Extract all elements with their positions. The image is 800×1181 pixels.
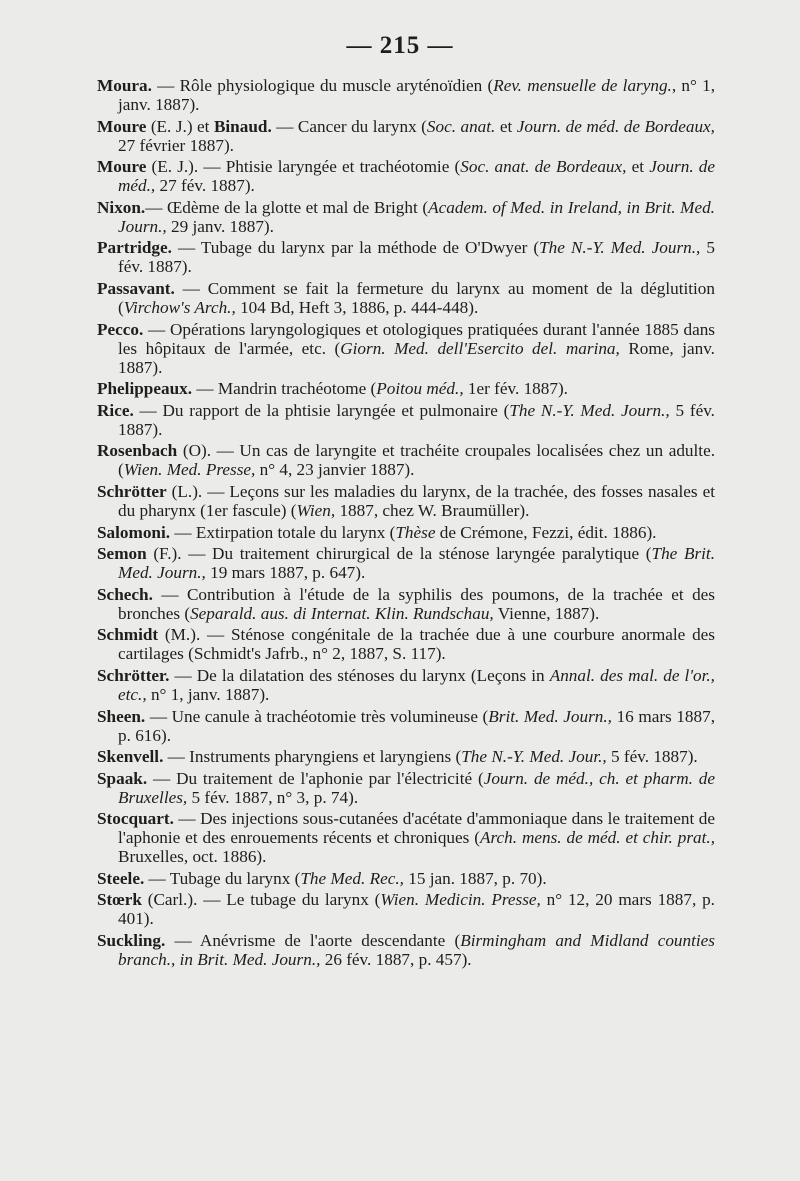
entry-text: n° 1, janv. 1887). <box>146 684 270 704</box>
entry-text: n° 4, 23 janvier 1887). <box>255 460 415 480</box>
bibliography-entry <box>97 707 715 745</box>
bibliography-entry <box>97 117 715 155</box>
entry-text: n° 12, 20 mars 1887, p. 401). <box>118 890 715 929</box>
entry-text: 5 fév. 1887, n° 3, p. 74). <box>187 787 359 807</box>
entry-text: 104 Bd, Heft 3, 1886, p. 444-448). <box>235 297 479 317</box>
entry-text: et <box>495 116 517 136</box>
bibliography-entry <box>97 625 715 663</box>
bibliography-entry <box>97 666 715 704</box>
entry-text: 5 fév. 1887). <box>118 238 716 277</box>
bibliography-entry <box>97 198 715 236</box>
entry-author: Pecco. <box>97 319 144 339</box>
entry-text: — Instruments pharyngiens et laryngiens ( <box>163 747 462 767</box>
entry-source: Separald. aus. di Internat. Klin. Rundschau, <box>190 603 494 623</box>
entry-text: 15 jan. 1887, p. 70). <box>403 868 547 888</box>
entry-source: Thèse <box>395 522 436 542</box>
bibliography-entry <box>97 76 715 114</box>
entry-author: Skenvell. <box>97 747 164 767</box>
entry-text: — De la dilatation des sténoses du larynx (Leçons in <box>169 665 550 685</box>
entry-text: — Une canule à trachéotomie très volumineuse ( <box>145 706 489 726</box>
entry-text: 29 janv. 1887). <box>166 216 274 236</box>
bibliography-entry <box>97 769 715 807</box>
entry-source: Soc. anat. de Bordeaux, <box>460 157 627 177</box>
entry-author: Schrötter. <box>97 665 170 685</box>
bibliography-entry <box>97 238 715 276</box>
entry-source: Poitou méd., <box>376 379 464 399</box>
bibliography-entry <box>97 279 715 317</box>
entry-author: Salomoni. <box>97 522 171 542</box>
entry-author: Rice. <box>97 400 134 420</box>
entry-text: (M.). — Sténose congénitale de la trachée due à une courbure anormale des cartilages (Schmidt's Jafrb., n° 2, 1887, S. 117). <box>118 625 715 664</box>
entry-text: — Des injections sous-cutanées d'acétate d'ammoniaque dans le traitement de l'aphonie et des enrouements récents et chroniques ( <box>118 809 715 848</box>
bibliography-entry <box>97 482 715 520</box>
entry-author: Schmidt <box>97 625 159 645</box>
entry-text: — Anévrisme de l'aorte descendante ( <box>165 931 461 951</box>
entry-text: — Du traitement de l'aphonie par l'électricité ( <box>147 768 484 788</box>
entry-source: The N.-Y. Med. Journ., <box>509 400 670 420</box>
entry-text: 5 fév. 1887). <box>606 747 698 767</box>
entry-source: The N.-Y. Med. Jour., <box>461 747 607 767</box>
entry-text: 27 février 1887). <box>118 135 234 155</box>
entry-source: Birmingham and Midland counties branch., in Brit. Med. Journ., <box>118 931 715 970</box>
entry-text: (E. J.). — Phtisie laryngée et trachéotomie ( <box>146 157 461 177</box>
entry-author: Partridge. <box>97 238 172 258</box>
entry-text: 26 fév. 1887, p. 457). <box>320 950 472 970</box>
bibliography-entry <box>97 379 715 398</box>
entry-source: The Med. Rec., <box>300 868 404 888</box>
entry-text: 16 mars 1887, p. 616). <box>118 706 715 745</box>
entry-author: Moure <box>97 116 147 136</box>
entry-author: Stocquart. <box>97 809 174 829</box>
entry-text: 5 fév. 1887). <box>118 400 715 439</box>
entry-author: Stœrk <box>97 890 142 910</box>
entry-source: Rev. mensuelle de laryng. <box>493 76 672 95</box>
entry-source: Brit. Med. Journ., <box>488 706 612 726</box>
entry-source: Journ. de méd., <box>118 157 716 196</box>
entry-author: Steele. <box>97 868 145 888</box>
bibliography-entry <box>97 523 715 542</box>
entry-source: Journ. de méd., ch. et pharm. de Bruxelles, <box>118 768 716 807</box>
bibliography-entry <box>97 931 715 969</box>
entry-text: 1er fév. 1887). <box>463 379 568 399</box>
entry-text: — Mandrin trachéotome ( <box>192 379 377 399</box>
entry-author: Suckling. <box>97 931 166 951</box>
entry-text: — Tubage du larynx ( <box>144 868 301 888</box>
bibliography-list <box>97 76 715 972</box>
entry-author: Moure <box>97 157 147 177</box>
entry-source: Wien. Med. Presse, <box>123 460 256 480</box>
entry-author: Phelippeaux. <box>97 379 193 399</box>
bibliography-entry <box>97 809 715 866</box>
entry-text: — Cancer du larynx ( <box>271 116 427 136</box>
entry-text: (F.). — Du traitement chirurgical de la sténose laryngée paralytique ( <box>146 544 652 564</box>
bibliography-entry <box>97 441 715 479</box>
entry-source: Arch. mens. de méd. et chir. prat., <box>479 828 715 848</box>
bibliography-entry <box>97 157 715 195</box>
entry-source: Academ. of Med. in Ireland, in Brit. Med. Journ., <box>118 197 715 236</box>
entry-text: 19 mars 1887, p. 647). <box>205 563 366 583</box>
page-number: — 215 — <box>346 32 454 59</box>
bibliography-entry <box>97 544 715 582</box>
entry-text: — Contribution à l'étude de la syphilis des poumons, de la trachée et des bronches ( <box>118 584 715 623</box>
entry-source: Wien. Medicin. Presse, <box>380 890 541 910</box>
entry-author: Semon <box>97 544 147 564</box>
entry-author: Rosenbach <box>97 441 178 461</box>
bibliography-entry <box>97 585 715 623</box>
entry-text: — Du rapport de la phtisie laryngée et pulmonaire ( <box>133 400 510 420</box>
entry-text: 27 fév. 1887). <box>155 176 255 196</box>
entry-author: Nixon. <box>97 197 146 217</box>
entry-author: Passavant. <box>97 278 175 298</box>
entry-text: Bruxelles, oct. 1886). <box>118 847 267 867</box>
entry-author: Sheen. <box>97 706 146 726</box>
entry-source: Annal. des mal. de l'or., etc., <box>118 665 715 704</box>
entry-source: Soc. anat. <box>426 116 496 136</box>
bibliography-entry <box>97 869 715 888</box>
entry-text: (L.). — Leçons sur les maladies du larynx, de la trachée, des fosses nasales et du pharynx (1er fascule) ( <box>118 481 715 520</box>
bibliography-entry <box>97 890 715 928</box>
entry-text: Rome, janv. 1887). <box>118 338 715 377</box>
entry-text: — Tubage du larynx par la méthode de O'Dwyer ( <box>171 238 540 258</box>
entry-source: The N.-Y. Med. Journ., <box>539 238 701 258</box>
entry-text: — Rôle physiologique du muscle aryténoïdien ( <box>151 76 494 95</box>
entry-source: Giorn. Med. dell'Esercito del. marina, <box>340 338 620 358</box>
entry-text: — Œdème de la glotte et mal de Bright ( <box>145 197 429 217</box>
entry-text: (Carl.). — Le tubage du larynx ( <box>141 890 381 910</box>
entry-author: Spaak. <box>97 768 148 788</box>
entry-text: Vienne, 1887). <box>493 603 600 623</box>
entry-author: Moura. <box>97 76 152 95</box>
entry-text: — Extirpation totale du larynx ( <box>170 522 396 542</box>
entry-text: 1887, chez W. Braumüller). <box>335 500 530 520</box>
bibliography-entry <box>97 747 715 766</box>
entry-text: et <box>626 157 650 177</box>
entry-source: Wien, <box>296 500 336 520</box>
entry-source: Journ. de méd. de Bordeaux, <box>516 116 715 136</box>
entry-author: Schrötter <box>97 481 167 501</box>
entry-author: Binaud. <box>213 116 272 136</box>
bibliography-entry <box>97 320 715 377</box>
entry-text: — Opérations laryngologiques et otologiques pratiquées durant l'année 1885 dans les hôpitaux de l'armée, etc. ( <box>118 319 715 358</box>
entry-text: (O). — Un cas de laryngite et trachéite croupales localisées chez un adulte. ( <box>118 441 715 480</box>
entry-source: Virchow's Arch., <box>123 297 236 317</box>
entry-source: The Brit. Med. Journ., <box>118 544 715 583</box>
entry-text: — Comment se fait la fermeture du larynx au moment de la déglutition ( <box>118 278 715 317</box>
entry-text: de Crémone, Fezzi, édit. 1886). <box>435 522 657 542</box>
entry-author: Schech. <box>97 584 153 604</box>
entry-text: (E. J.) et <box>146 116 214 136</box>
entry-text: , n° 1, janv. 1887). <box>118 76 715 114</box>
bibliography-entry <box>97 401 715 439</box>
